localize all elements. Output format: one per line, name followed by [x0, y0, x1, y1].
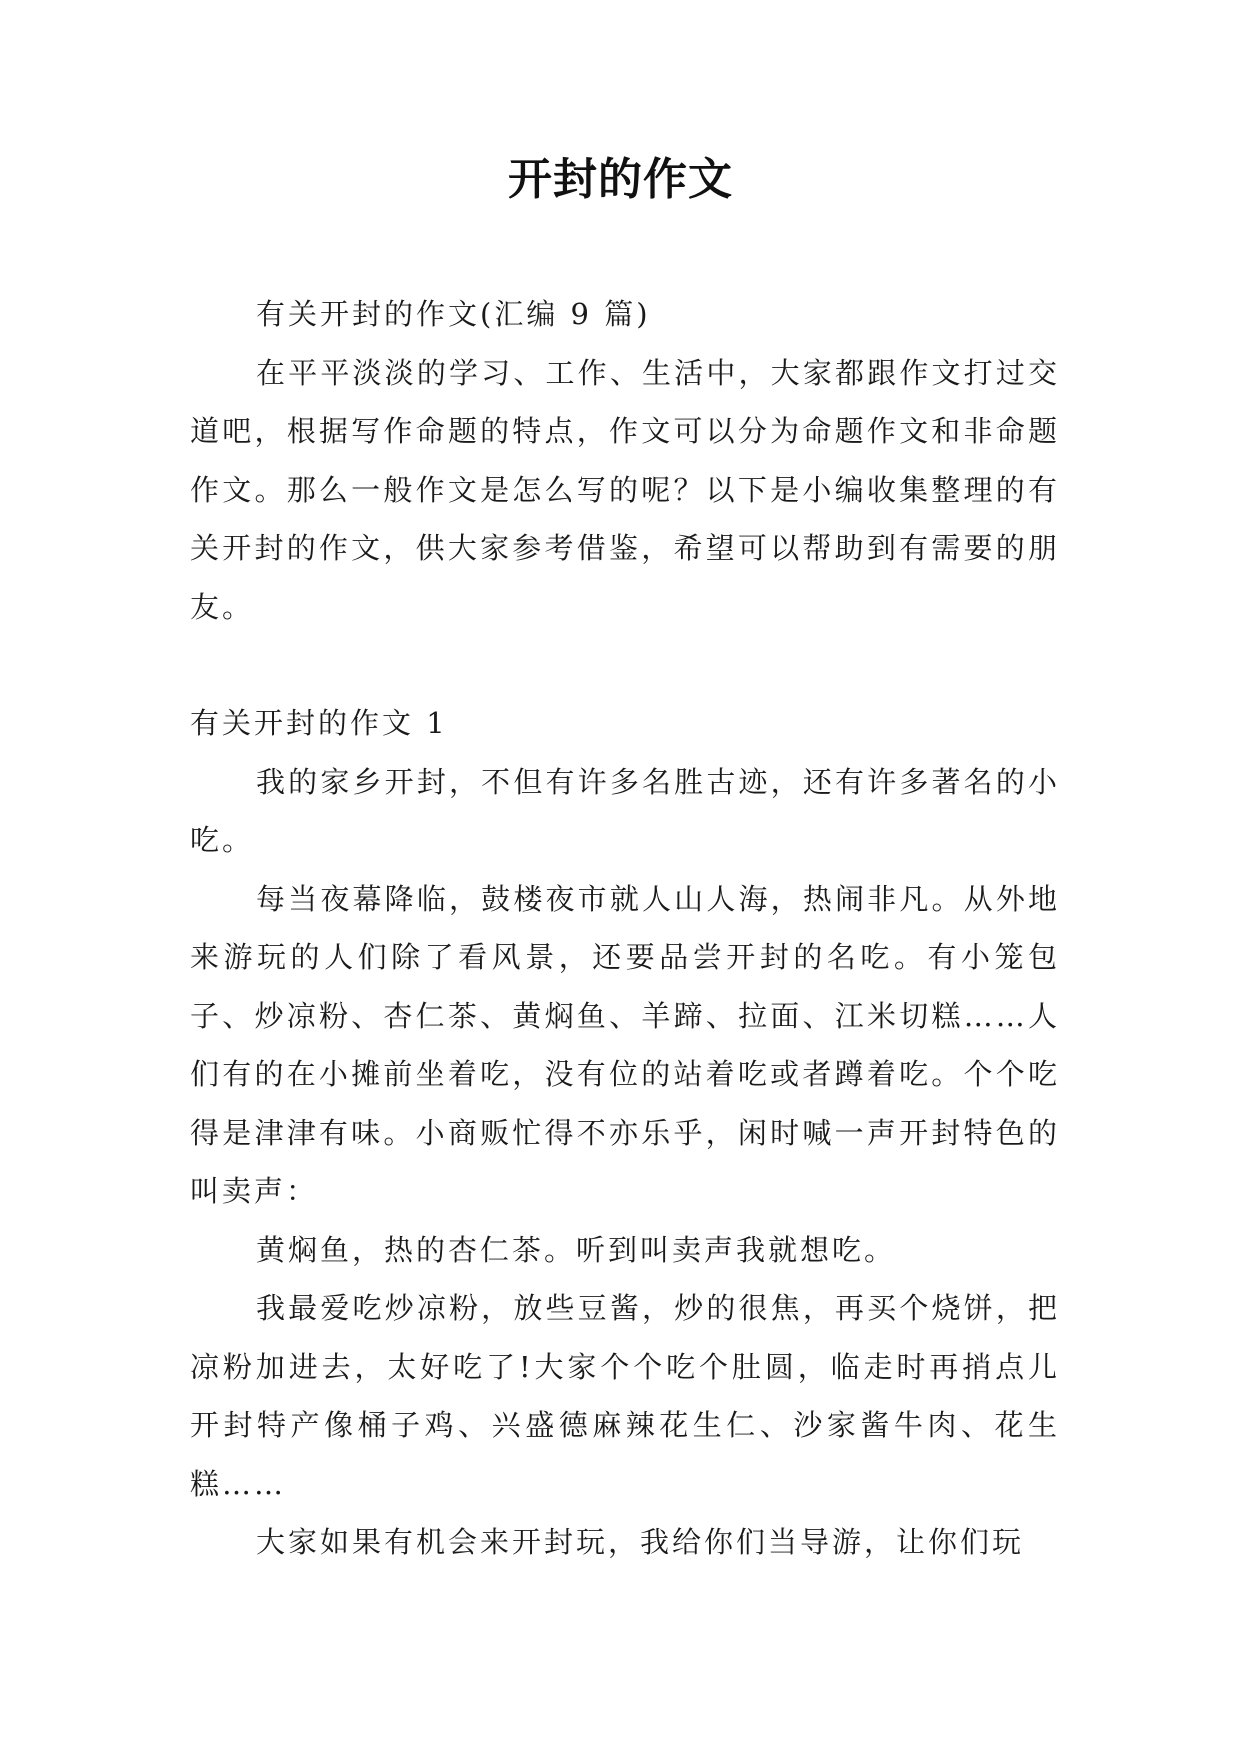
document-title: 开封的作文	[508, 154, 733, 205]
essay-1-paragraph: 我最爱吃炒凉粉，放些豆酱，炒的很焦，再买个烧饼，把凉粉加进去，太好吃了!大家个个吃个肚圆，临走时再捎点儿开封特产像桶子鸡、兴盛德麻辣花生仁、沙家酱牛肉、花生糕……	[190, 1291, 1060, 1501]
essay-1-heading: 有关开封的作文 1	[190, 706, 448, 740]
intro-paragraph: 在平平淡淡的学习、工作、生活中，大家都跟作文打过交道吧，根据写作命题的特点，作文可以分为命题作文和非命题作文。那么一般作文是怎么写的呢？以下是小编收集整理的有关开封的作文，供大家参考借鉴，希望可以帮助到有需要的朋友。	[190, 355, 1060, 624]
collection-heading: 有关开封的作文(汇编 9 篇)	[256, 297, 651, 331]
section-spacer	[190, 636, 1060, 694]
essay-1-paragraph: 每当夜幕降临，鼓楼夜市就人山人海，热闹非凡。从外地来游玩的人们除了看风景，还要品尝开封的名吃。有小笼包子、炒凉粉、杏仁茶、黄焖鱼、羊蹄、拉面、江米切糕……人们有的在小摊前坐着吃，没有位的站着吃或者蹲着吃。个个吃得是津津有味。小商贩忙得不亦乐乎，闲时喊一声开封特色的叫卖声：	[190, 881, 1060, 1208]
essay-1-paragraph: 黄焖鱼，热的杏仁茶。听到叫卖声我就想吃。	[256, 1232, 897, 1267]
document-body	[190, 285, 1060, 1572]
essay-1-paragraph: 大家如果有机会来开封玩，我给你们当导游，让你们玩	[256, 1525, 1025, 1559]
essay-1-paragraph: 我的家乡开封，不但有许多名胜古迹，还有许多著名的小吃。	[190, 764, 1060, 857]
